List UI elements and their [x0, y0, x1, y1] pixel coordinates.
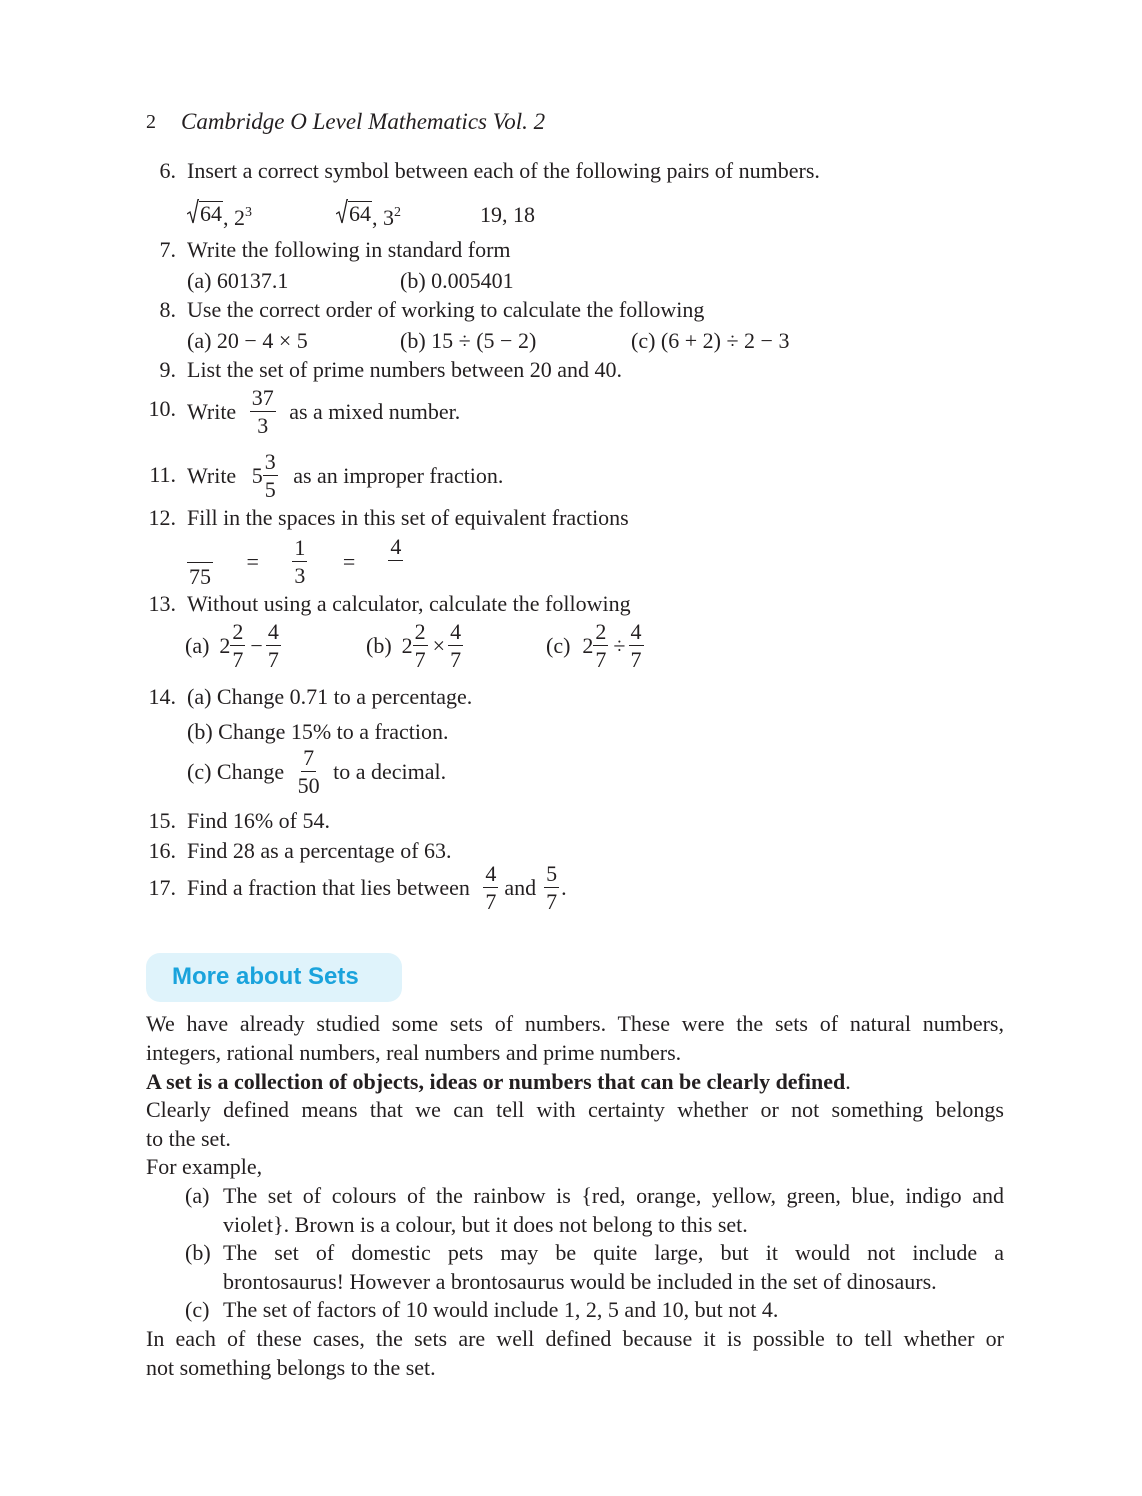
definition: A set is a collection of objects, ideas or numbers that can be clearly defined.	[146, 1069, 851, 1094]
question-13-part-a: (a) 2 $\frac{2}{7}$ − $\frac{4}{7}$	[185, 619, 279, 672]
example-line: The set of factors of 10 would include 1, 2, 5 and 10, but not 4.	[223, 1297, 779, 1322]
sqrt-symbol: 64	[187, 199, 223, 225]
question-number: 15.	[148, 808, 176, 833]
question-17: Find a fraction that lies between $\frac{4}{7}$ and $\frac{5}{7}$ .	[187, 861, 567, 914]
sqrt-symbol: 64	[336, 199, 372, 225]
question-10: Write $\frac{37}{3}$ as a mixed number.	[187, 385, 461, 438]
paragraph-line: We have already studied some sets of numbers. These were the sets of natural numbers,	[146, 1011, 1004, 1036]
question-14-part-b: (b) Change 15% to a fraction.	[187, 719, 449, 744]
paragraph-line: not something belongs to the set.	[146, 1355, 436, 1380]
equivalent-fractions: 75 = $\frac{1}{3}$ = 4	[187, 536, 407, 588]
question-number: 13.	[148, 591, 176, 616]
question-7-part-a: (a) 60137.1	[187, 268, 289, 293]
question-8-text: Use the correct order of working to calculate the following	[187, 297, 705, 322]
question-11: Write 5 $\frac{3}{5}$ as an improper fraction.	[187, 449, 504, 502]
example-label: (b)	[185, 1240, 211, 1265]
question-number: 10.	[148, 396, 176, 421]
question-16-text: Find 28 as a percentage of 63.	[187, 838, 452, 863]
question-7-text: Write the following in standard form	[187, 237, 511, 262]
fraction: $\frac{4}{7}$	[267, 619, 279, 672]
sqrt-pair-2: 64 , $3^2$	[336, 199, 401, 229]
example-label: (c)	[185, 1297, 210, 1322]
paragraph-line: Clearly defined means that we can tell with certainty whether or not something belongs	[146, 1097, 1004, 1122]
running-header-title: Cambridge O Level Mathematics Vol. 2	[181, 109, 546, 134]
question-15-text: Find 16% of 54.	[187, 808, 330, 833]
question-9-text: List the set of prime numbers between 20 and 40.	[187, 357, 623, 382]
question-number: 9.	[159, 357, 176, 382]
fraction: $\frac{4}{7}$	[485, 861, 497, 914]
question-number: 16.	[148, 838, 176, 863]
example-line: violet}. Brown is a colour, but it does not belong to this set.	[223, 1212, 748, 1237]
example-line: brontosaurus! However a brontosaurus would be included in the set of dinosaurs.	[223, 1269, 937, 1294]
question-number: 7.	[159, 237, 176, 262]
example-line: The set of colours of the rainbow is {red, orange, yellow, green, blue, indigo and	[223, 1183, 1004, 1208]
paragraph-line: to the set.	[146, 1126, 231, 1151]
fraction: $\frac{1}{3}$	[294, 535, 306, 588]
question-13-text: Without using a calculator, calculate the following	[187, 591, 631, 616]
fraction: $\frac{2}{7}$	[232, 619, 244, 672]
paragraph-line: In each of these cases, the sets are well defined because it is possible to tell whether or	[146, 1326, 1004, 1351]
question-8-part-a: (a) 20 − 4 × 5	[187, 328, 308, 353]
fraction: $\frac{4}{7}$	[630, 619, 642, 672]
page-number: 2	[146, 111, 156, 133]
fraction: $\frac{2}{7}$	[595, 619, 607, 672]
question-14-part-c: (c) Change $\frac{7}{50}$ to a decimal.	[187, 745, 447, 798]
fraction: $\frac{7}{50}$	[297, 745, 320, 798]
question-12-text: Fill in the spaces in this set of equivalent fractions	[187, 505, 629, 530]
fraction: $\frac{5}{7}$	[546, 861, 558, 914]
number-pair-3: 19, 18	[480, 202, 535, 227]
question-number: 8.	[159, 297, 176, 322]
question-8-part-c: (c) (6 + 2) ÷ 2 − 3	[631, 328, 790, 353]
fraction: $\frac{4}{7}$	[450, 619, 462, 672]
fraction: $\frac{2}{7}$	[414, 619, 426, 672]
fraction: $\frac{3}{5}$	[264, 449, 276, 502]
question-13-part-c: (c) 2 $\frac{2}{7}$ ÷ $\frac{4}{7}$	[546, 619, 642, 672]
question-number: 14.	[148, 684, 176, 709]
question-13-part-b: (b) 2 $\frac{2}{7}$ × $\frac{4}{7}$	[366, 619, 462, 672]
question-6-text: Insert a correct symbol between each of the following pairs of numbers.	[187, 158, 820, 183]
fraction-blank-numerator: 75	[187, 536, 213, 588]
fraction: $\frac{37}{3}$	[251, 385, 274, 438]
section-heading: More about Sets	[172, 963, 359, 990]
example-line: The set of domestic pets may be quite large, but it would not include a	[223, 1240, 1004, 1265]
question-14-part-a: (a) Change 0.71 to a percentage.	[187, 684, 473, 709]
paragraph-line: For example,	[146, 1154, 263, 1179]
question-7-part-b: (b) 0.005401	[400, 268, 514, 293]
fraction-blank-denominator: 4	[390, 534, 402, 559]
paragraph-line: integers, rational numbers, real numbers and prime numbers.	[146, 1040, 682, 1065]
sqrt-pair-1: 64 , $2^3$	[187, 199, 252, 229]
question-number: 17.	[148, 875, 176, 900]
example-label: (a)	[185, 1183, 210, 1208]
question-number: 11.	[149, 462, 176, 487]
question-number: 6.	[159, 158, 176, 183]
question-number: 12.	[148, 505, 176, 530]
question-8-part-b: (b) 15 ÷ (5 − 2)	[400, 328, 537, 353]
